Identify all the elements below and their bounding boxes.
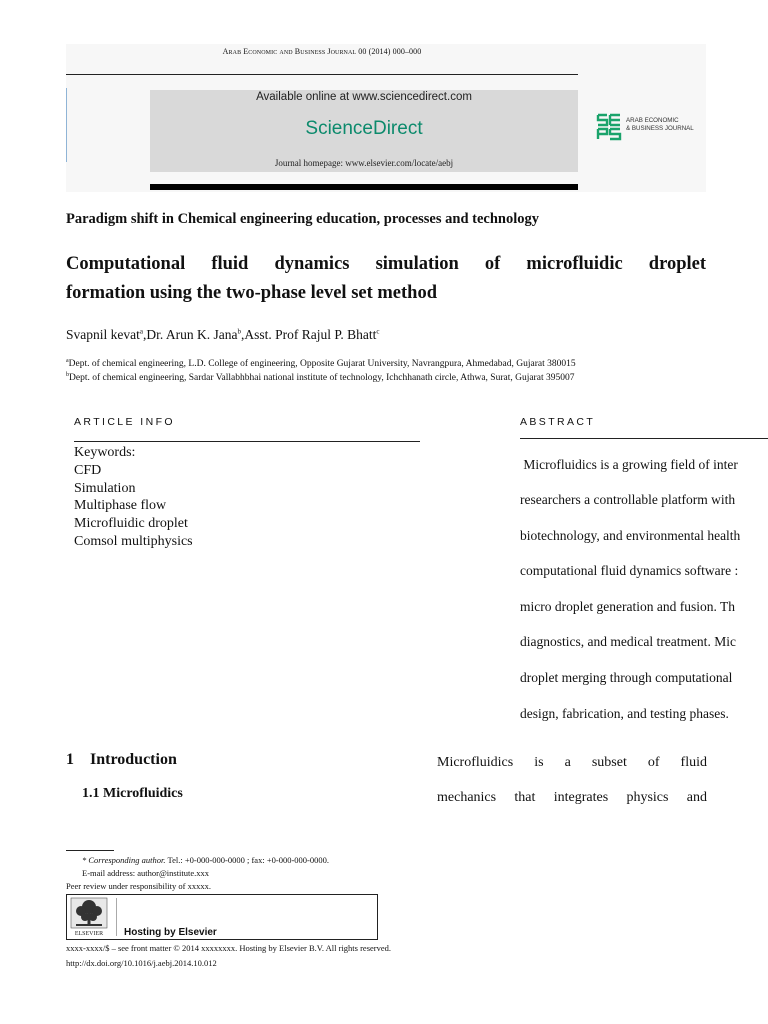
abstract-line: micro droplet generation and fusion. Th bbox=[520, 599, 735, 614]
body-text-line: Microfluidics is a subset of fluid bbox=[437, 755, 707, 770]
header-left-mark bbox=[66, 88, 67, 162]
body-text-line: mechanics that integrates physics and bbox=[437, 790, 707, 805]
abstract-line: researchers a controllable platform with bbox=[520, 492, 736, 507]
affiliation-mark: b bbox=[66, 372, 69, 378]
paper-title-line1: Computational fluid dynamics simulation of microfluidic droplet bbox=[66, 254, 706, 274]
hosting-box-divider bbox=[116, 898, 117, 936]
intro-section-number: 1 bbox=[66, 751, 74, 768]
email-address[interactable]: E-mail address: author@institute.xxx bbox=[82, 868, 210, 878]
abstract-line: diagnostics, and medical treatment. Mic bbox=[520, 634, 736, 649]
aebj-logo-text bbox=[626, 117, 694, 133]
abstract-line: Microfluidics is a growing field of inter bbox=[520, 457, 738, 472]
affiliation-mark: a bbox=[66, 358, 69, 364]
doi-link[interactable]: http://dx.doi.org/10.1016/j.aebj.2014.10.012 bbox=[66, 958, 217, 968]
journal-volume: 00 (2014) 000–000 bbox=[356, 47, 422, 56]
author-name: ,Asst. Prof Rajul P. Bhatt bbox=[240, 327, 377, 342]
keyword-item: Comsol multiphysics bbox=[74, 534, 193, 549]
keyword-item: CFD bbox=[74, 463, 102, 478]
intro-heading bbox=[66, 751, 177, 769]
abstract-line: biotechnology, and environmental health bbox=[520, 528, 741, 543]
sciencedirect-title[interactable]: ScienceDirect bbox=[305, 118, 423, 139]
hosting-box bbox=[66, 894, 378, 940]
author-affil-mark: c bbox=[376, 327, 380, 336]
abstract-rule bbox=[520, 438, 768, 439]
aebj-logo-icon bbox=[596, 113, 622, 141]
paper-title bbox=[66, 250, 706, 308]
corresponding-author-label: * Corresponding author. bbox=[82, 855, 166, 865]
aebj-logo-text-line1: ARAB ECONOMIC bbox=[626, 117, 679, 124]
journal-homepage-link[interactable]: Journal homepage: www.elsevier.com/locate/aebj bbox=[274, 158, 454, 168]
journal-running-head bbox=[66, 47, 578, 56]
abstract-line: computational fluid dynamics software : bbox=[520, 563, 739, 578]
affiliation-text: Dept. of chemical engineering, Sardar Vallabhbhai national institute of technology, Ichchhanath circle, Athwa, Surat, Gujarat 395007 bbox=[69, 373, 575, 384]
author-name: Svapnil kevat bbox=[66, 327, 140, 342]
footnote-rule bbox=[66, 850, 114, 851]
author-affil-mark: b bbox=[237, 327, 241, 336]
abstract-line: design, fabrication, and testing phases. bbox=[520, 706, 729, 721]
affiliation-a bbox=[66, 358, 576, 369]
hosting-by-elsevier: Hosting by Elsevier bbox=[124, 927, 217, 938]
header-black-bar bbox=[150, 184, 578, 190]
aebj-logo-text-line2: & BUSINESS JOURNAL bbox=[626, 125, 694, 132]
article-info-rule bbox=[74, 441, 420, 442]
journal-name: Arab Economic and Business Journal bbox=[222, 47, 357, 56]
subsection-heading: 1.1 Microfluidics bbox=[82, 786, 183, 801]
author-list bbox=[66, 327, 379, 343]
author-affil-mark: a bbox=[139, 327, 143, 336]
intro-section-title: Introduction bbox=[90, 751, 177, 768]
affiliation-b bbox=[66, 372, 574, 383]
keyword-item: Multiphase flow bbox=[74, 498, 167, 513]
abstract-line: droplet merging through computational bbox=[520, 670, 733, 685]
available-online-text[interactable]: Available online at www.sciencedirect.com bbox=[256, 91, 472, 103]
header-rule bbox=[66, 74, 578, 75]
copyright-line: xxxx-xxxx/$ – see front matter © 2014 xxxxxxxx. Hosting by Elsevier B.V. All rights reserved. bbox=[66, 943, 392, 953]
abstract-heading: ABSTRACT bbox=[520, 416, 596, 428]
affiliation-text: Dept. of chemical engineering, L.D. College of engineering, Opposite Gujarat University, Navrangpura, Ahmedabad, Gujarat 380015 bbox=[68, 359, 576, 370]
keyword-item: Simulation bbox=[74, 481, 136, 496]
keywords-label: Keywords: bbox=[74, 445, 136, 460]
section-label: Paradigm shift in Chemical engineering education, processes and technology bbox=[66, 211, 539, 227]
article-info-heading: ARTICLE INFO bbox=[74, 416, 175, 428]
corresponding-author-note bbox=[82, 855, 329, 865]
elsevier-label: ELSEVIER bbox=[74, 931, 104, 937]
author-name: ,Dr. Arun K. Jana bbox=[142, 327, 238, 342]
paper-title-line2: formation using the two-phase level set method bbox=[66, 283, 438, 303]
keyword-item: Microfluidic droplet bbox=[74, 516, 188, 531]
corresponding-author-contact: Tel.: +0-000-000-0000 ; fax: +0-000-000-0000. bbox=[165, 855, 329, 865]
peer-review-note: Peer review under responsibility of xxxxx. bbox=[66, 881, 211, 891]
elsevier-tree-icon bbox=[70, 897, 108, 937]
